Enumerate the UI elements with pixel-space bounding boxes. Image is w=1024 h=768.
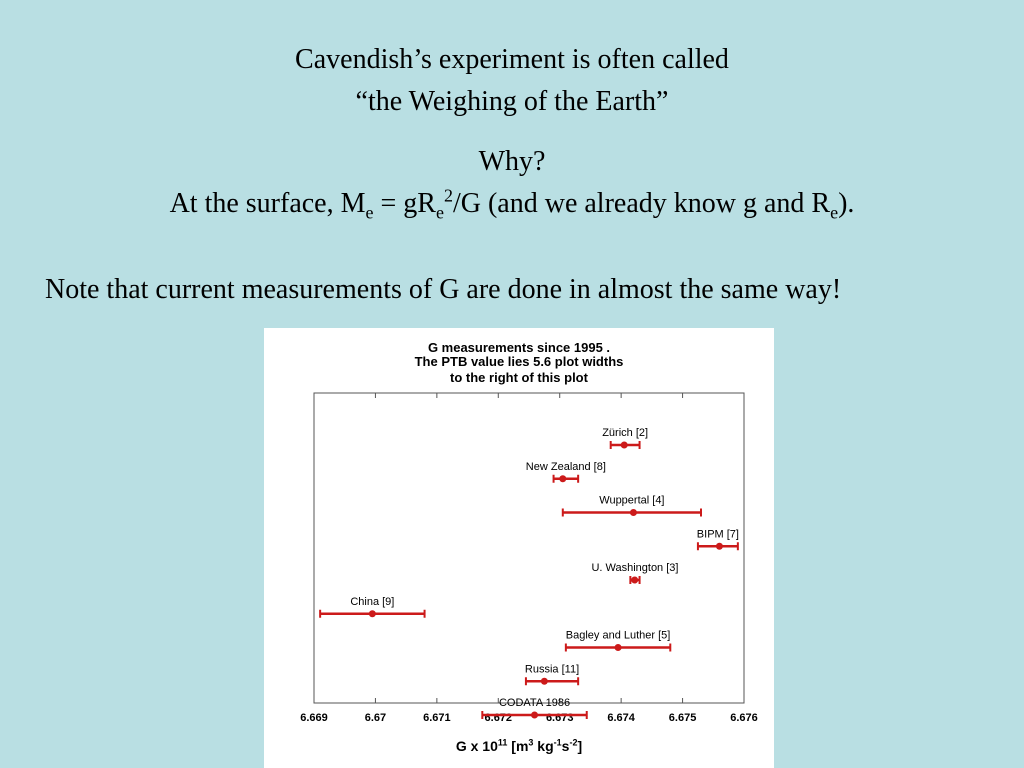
x-tick-label: 6.669 [300,712,328,724]
x-tick-label: 6.674 [607,712,635,724]
x-tick-label: 6.675 [668,712,697,724]
data-point [716,543,723,550]
x-tick-label: 6.676 [730,712,758,724]
eq-subscript-e: e [830,202,839,223]
xlabel-unit-pre: [m [507,738,529,754]
xlabel-kg: kg [533,738,554,754]
data-point [559,475,566,482]
g-measurements-chart [264,328,774,768]
xlabel-exp-kg: -1 [553,737,562,748]
chart-title-line2: The PTB value lies 5.6 plot widths [414,354,624,369]
eq-mid1: = gR [373,188,436,219]
data-point [541,678,548,685]
data-point [615,644,622,651]
point-label: China [9] [350,595,395,608]
chart-plot [264,328,774,768]
data-point [621,442,628,449]
why-question: Why? [478,146,546,177]
point-label: U. Washington [3] [591,562,679,574]
data-point [630,509,637,516]
point-label: Russia [11] [524,663,580,676]
point-label: Bagley and Luther [5] [565,629,671,642]
xlabel-close: ] [577,738,583,754]
point-label: Zürich [2] [602,427,649,439]
x-tick-label: 6.67 [364,712,387,724]
chart-title-line3: to the right of this plot [450,370,588,385]
x-tick-label: 6.671 [423,712,451,724]
point-label: BIPM [7] [696,528,739,541]
x-tick-label: 6.673 [545,712,574,724]
xlabel-exp-m: 3 [528,737,534,748]
eq-suffix: ). [838,188,855,219]
xlabel-exp: 11 [497,737,508,748]
chart-title-line1: G measurements since 1995 . [427,340,611,355]
eq-prefix: At the surface, M [169,188,366,219]
x-axis-label [264,738,774,754]
eq-mid2: /G (and we already know g and R [452,188,831,219]
data-point [531,712,538,719]
slide-title-line2: “the Weighing of the Earth” [355,86,669,117]
point-label: Wuppertal [4] [599,494,665,507]
x-tick-label: 6.672 [484,712,513,724]
eq-subscript-e: e [365,202,374,223]
note-paragraph: Note that current measurements of G are done in almost the same way! [45,274,842,305]
point-label: CODATA 1986 [498,697,571,709]
xlabel-s: s [561,738,570,754]
eq-superscript-2: 2 [443,185,453,206]
plot-frame [314,393,744,703]
surface-equation [0,185,1024,223]
data-point [631,577,638,584]
data-point [369,610,376,617]
slide-title-line1: Cavendish’s experiment is often called [295,44,729,75]
xlabel-exp-s: -2 [569,737,578,748]
eq-subscript-e: e [435,202,444,223]
xlabel-base: G x 10 [455,738,498,754]
point-label: New Zealand [8] [525,460,606,473]
